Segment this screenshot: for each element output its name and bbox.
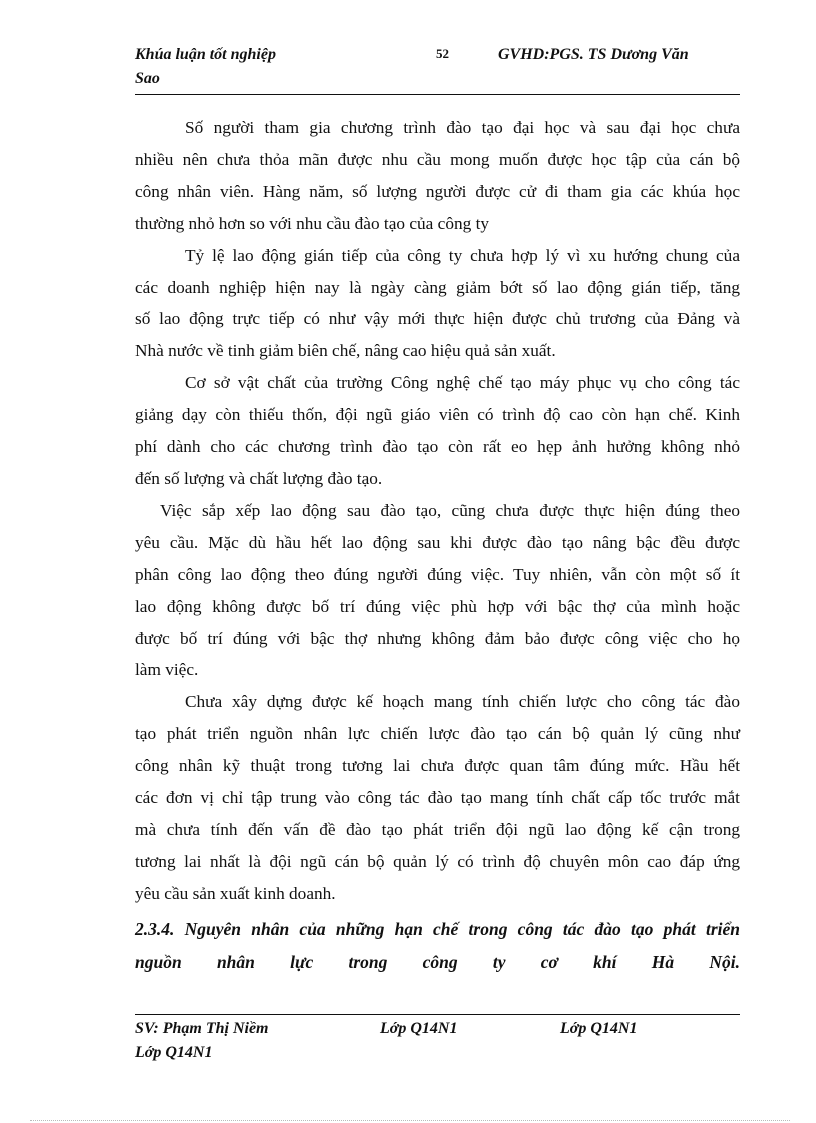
paragraph-line: nhiều nên chưa thỏa mãn được nhu cầu mong muốn được học tập của cán bộ [135, 149, 740, 169]
footer-student: SV: Phạm Thị Niềm [135, 1020, 269, 1037]
paragraph-line: phân công lao động theo đúng người đúng việc. Tuy nhiên, vẫn còn một số ít [135, 564, 740, 584]
footer-class: Lớp Q14N1 [135, 1044, 213, 1061]
section-heading-line: nguồn nhân lực trong công ty cơ khí Hà Nội. [135, 952, 740, 972]
header-thesis-title: Khúa luận tốt nghiệp [135, 46, 276, 63]
footer-class: Lớp Q14N1 [380, 1020, 458, 1037]
footer-class: Lớp Q14N1 [560, 1020, 638, 1037]
paragraph-line: Chưa xây dựng được kế hoạch mang tính chiến lược cho công tác đào [185, 692, 740, 712]
paragraph-line: Nhà nước về tinh giảm biên chế, nâng cao hiệu quả sản xuất. [135, 341, 556, 361]
paragraph-line: tương lai nhất là đội ngũ cán bộ quản lý có trình độ chuyên môn cao đáp ứng [135, 851, 740, 871]
paragraph-line: Việc sắp xếp lao động sau đào tạo, cũng chưa được thực hiện đúng theo [160, 500, 740, 520]
paragraph-line: yêu cầu. Mặc dù hầu hết lao động sau khi được đào tạo nâng bậc đều được [135, 532, 740, 552]
paragraph-line: thường nhỏ hơn so với nhu cầu đào tạo của công ty [135, 213, 490, 233]
paragraph-line: làm việc. [135, 660, 199, 680]
paragraph-line: giảng dạy còn thiếu thốn, đội ngũ giáo viên có trình độ cao còn hạn chế. Kinh [135, 405, 740, 425]
section-heading-line: 2.3.4. Nguyên nhân của những hạn chế trong công tác đào tạo phát triển [135, 919, 740, 939]
header-supervisor: GVHD:PGS. TS Dương Văn [498, 46, 689, 63]
paragraph-line: mà chưa tính đến vấn đề đào tạo phát triển đội ngũ lao động kế cận trong [135, 819, 740, 839]
paragraph-line: lao động không được bố trí đúng việc phù hợp với bậc thợ của mình hoặc [135, 596, 740, 616]
header-divider [135, 94, 740, 95]
page-bottom-dotted-line [30, 1120, 790, 1121]
section-heading [135, 913, 740, 979]
paragraph-line: các đơn vị chỉ tập trung vào công tác đào tạo mang tính chất cấp tốc trước mắt [135, 788, 740, 808]
header-supervisor-continued: Sao [135, 70, 160, 87]
paragraph-line: các doanh nghiệp hiện nay là ngày càng giảm bớt số lao động gián tiếp, tăng [135, 277, 740, 297]
paragraph-line: phí dành cho các chương trình đào tạo còn rất eo hẹp ảnh hưởng không nhỏ [135, 437, 740, 457]
paragraph-line: công nhân viên. Hàng năm, số lượng người được cử đi tham gia các khúa học [135, 181, 740, 201]
paragraph-line: số lao động trực tiếp có như vậy mới thực hiện được chủ trương của Đảng và [135, 309, 740, 329]
paragraph-line: công nhân kỹ thuật trong tương lai chưa được quan tâm đúng mức. Hầu hết [135, 756, 740, 776]
footer-divider [135, 1014, 740, 1015]
paragraph-line: Tỷ lệ lao động gián tiếp của công ty chưa hợp lý vì xu hướng chung của [185, 245, 740, 265]
paragraph-line: tạo phát triển nguồn nhân lực chiến lược đào tạo cán bộ quản lý cũng như [135, 724, 740, 744]
paragraph-line: Số người tham gia chương trình đào tạo đại học và sau đại học chưa [185, 118, 740, 137]
paragraph-line: được bố trí đúng với bậc thợ nhưng không đảm bảo được công việc cho họ [135, 628, 740, 648]
paragraph-line: đến số lượng và chất lượng đào tạo. [135, 468, 383, 488]
paragraph-line: Cơ sở vật chất của trường Công nghệ chế tạo máy phục vụ cho công tác [185, 373, 740, 393]
paragraph-line: yêu cầu sản xuất kinh doanh. [135, 883, 336, 903]
page-number: 52 [436, 46, 449, 61]
body-text [135, 112, 740, 910]
